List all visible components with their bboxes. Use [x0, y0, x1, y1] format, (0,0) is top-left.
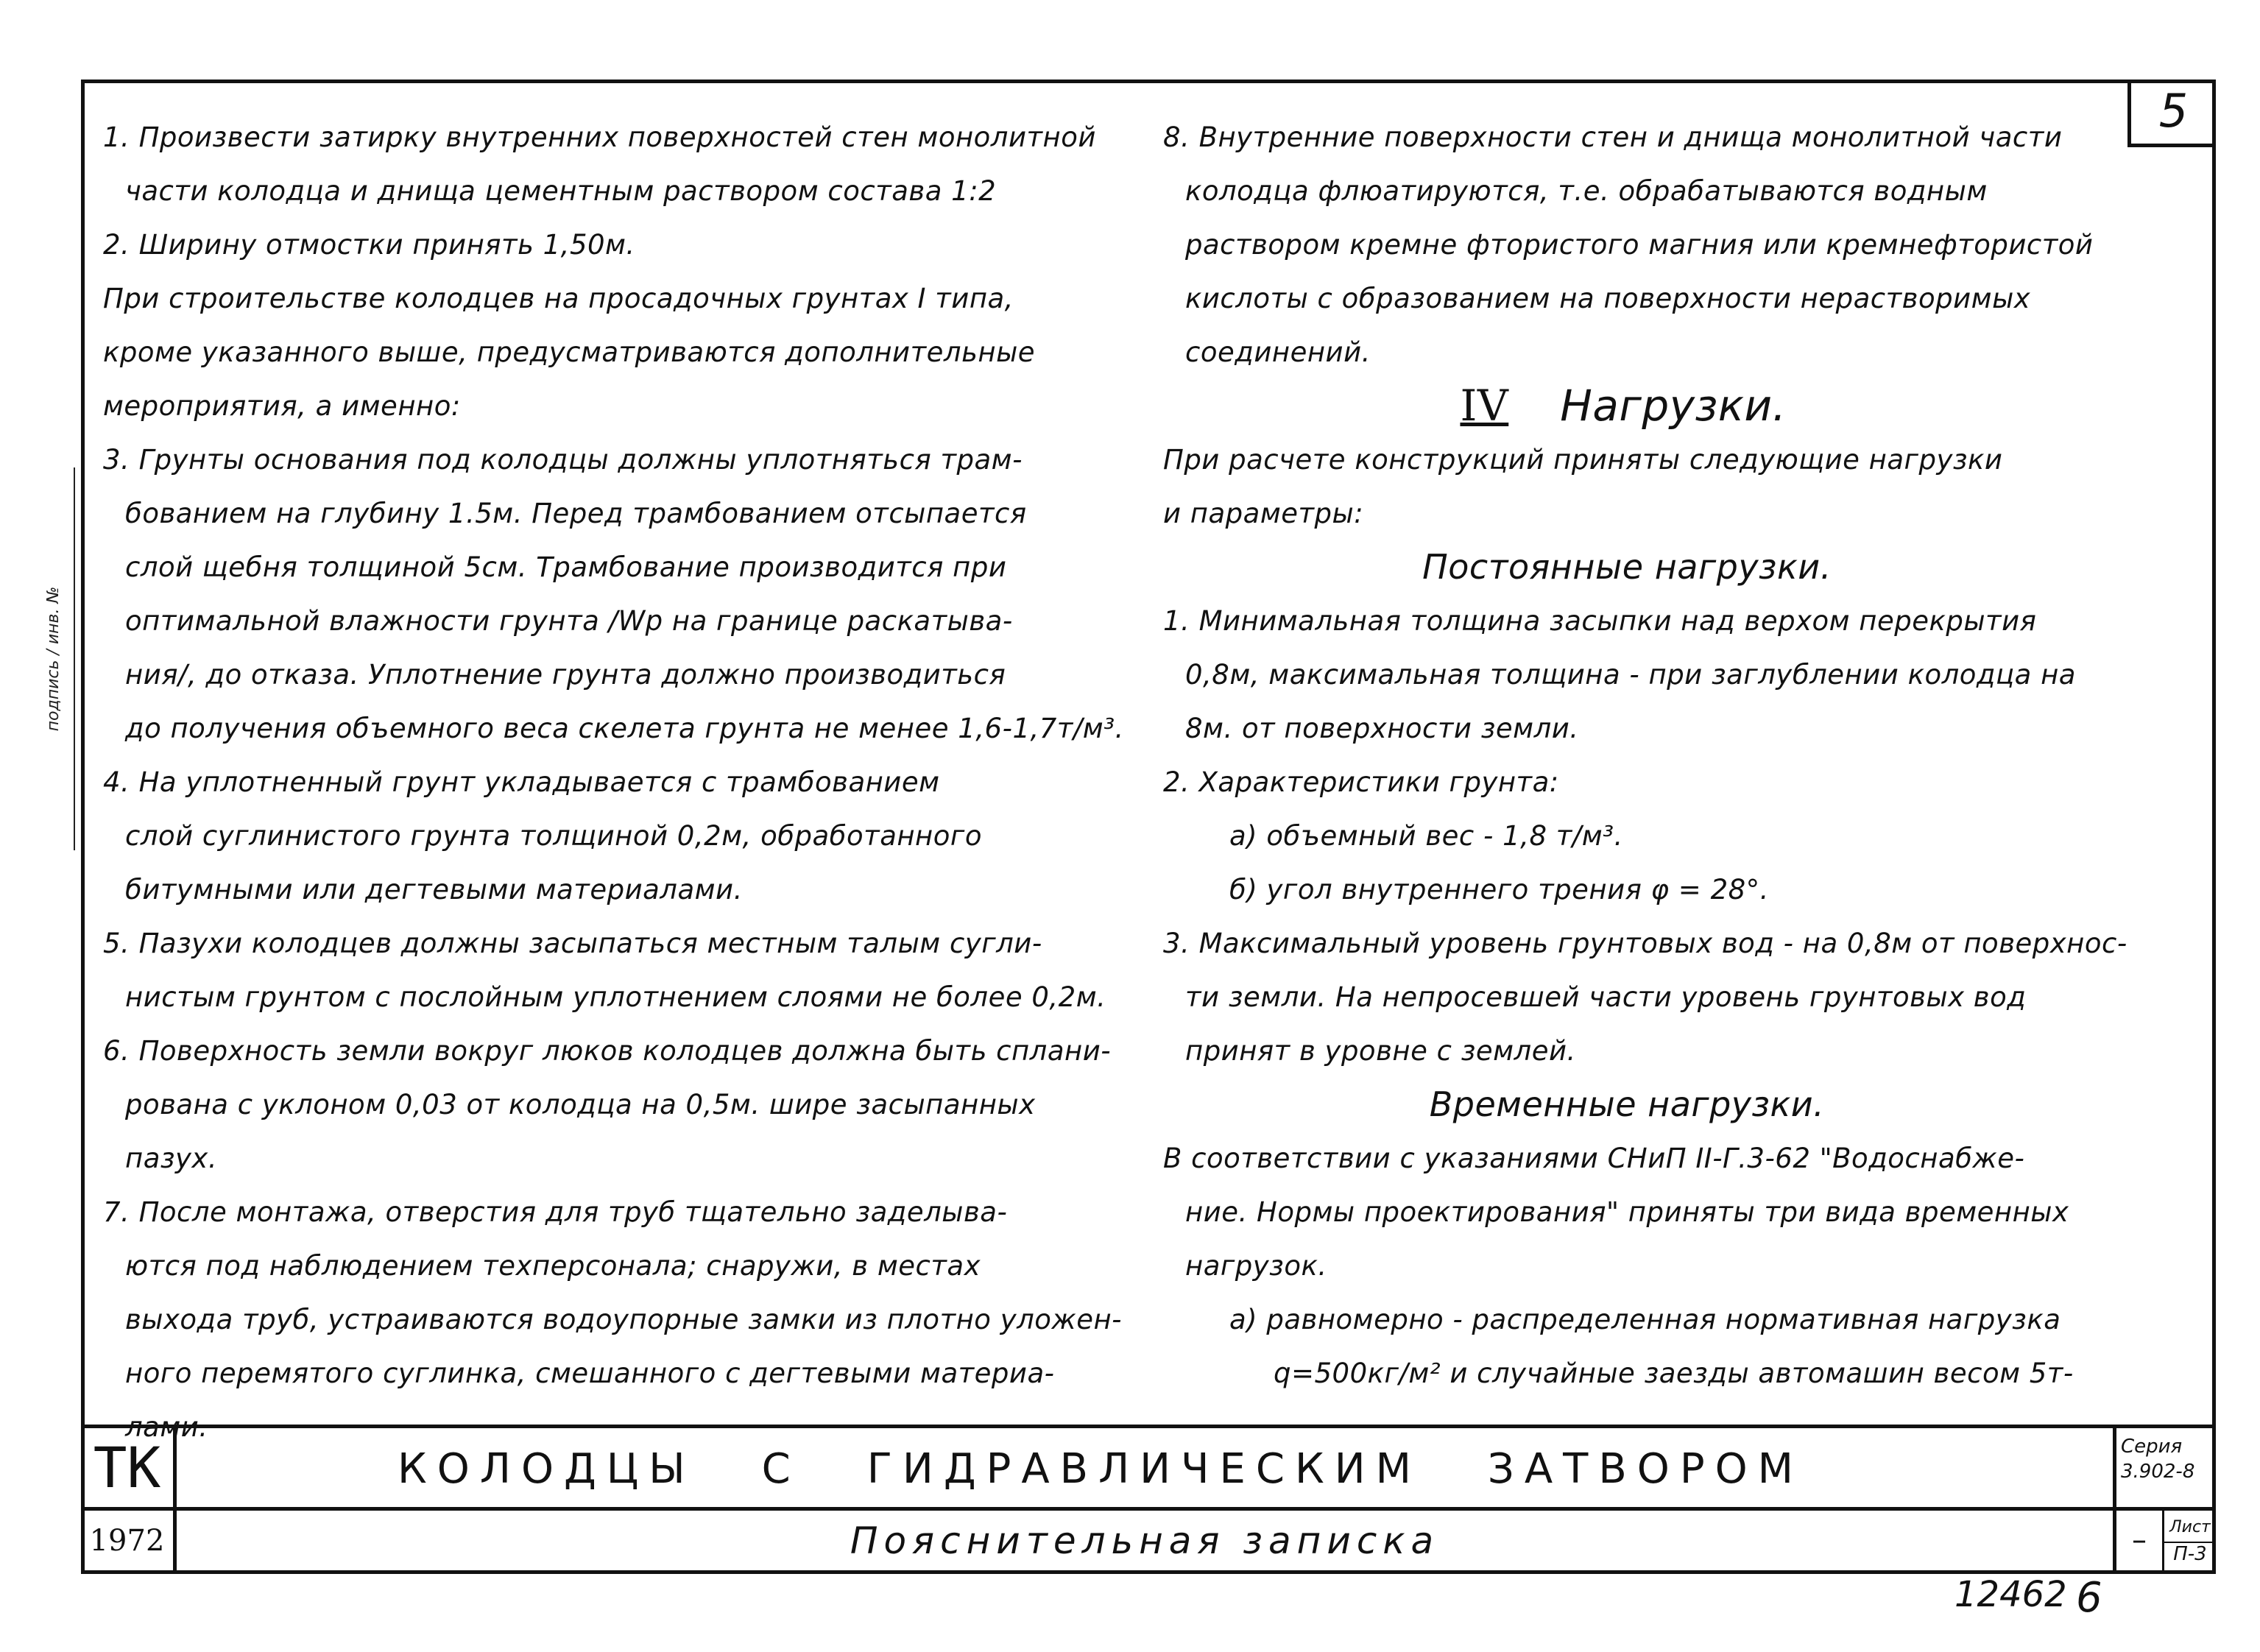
- text-line: принят в уровне с землей.: [1185, 1035, 1576, 1067]
- text-line: выхода труб, устраиваются водоупорные замки из плотно уложен-: [125, 1304, 1123, 1335]
- text-line: 8м. от поверхности земли.: [1185, 713, 1579, 744]
- permanent-loads-heading: Постоянные нагрузки.: [1422, 547, 1832, 587]
- text-line: ются под наблюдением техперсонала; снаружи, в местах: [125, 1250, 981, 1282]
- stamp-revision: –: [2113, 1511, 2164, 1574]
- text-line: q=500кг/м² и случайные заезды автомашин весом 5т-: [1274, 1358, 2074, 1389]
- text-line: 8. Внутренние поверхности стен и днища монолитной части: [1163, 121, 2063, 153]
- stamp-sheet: [2164, 1511, 2216, 1574]
- section-title: Нагрузки.: [1560, 381, 1787, 431]
- text-line: ния/, до отказа. Уплотнение грунта должно производиться: [125, 659, 1006, 691]
- text-line: ти земли. На непросевшей части уровень грунтовых вод: [1185, 981, 2027, 1013]
- right-column: [1163, 110, 2194, 1400]
- text-line: битумными или дегтевыми материалами.: [125, 874, 743, 906]
- sheet-value: П-3: [2164, 1542, 2216, 1565]
- text-line: слой суглинистого грунта толщиной 0,2м, обработанного: [125, 820, 982, 852]
- stamp-year: 1972: [81, 1511, 177, 1574]
- text-line: 0,8м, максимальная толщина - при заглублении колодца на: [1185, 659, 2076, 691]
- text-line: 3. Грунты основания под колодцы должны уплотняться трам-: [103, 444, 1023, 476]
- text-line: и параметры:: [1163, 498, 1364, 529]
- stamp-title-word: КОЛОДЦЫ: [398, 1445, 696, 1493]
- text-line: 2. Ширину отмостки принять 1,50м.: [103, 229, 635, 261]
- stamp-series: [2113, 1428, 2216, 1511]
- series-label: Серия: [2121, 1436, 2183, 1458]
- stamp-title: [177, 1428, 2113, 1511]
- text-line: до получения объемного веса скелета грунта не менее 1,6-1,7т/м³.: [125, 713, 1124, 744]
- text-line: пазух.: [125, 1143, 218, 1174]
- text-line: 4. На уплотненный грунт укладывается с трамбованием: [103, 766, 940, 798]
- text-line: При строительстве колодцев на просадочных грунтах I типа,: [103, 283, 1014, 314]
- text-line: мероприятия, а именно:: [103, 390, 461, 422]
- text-line: колодца флюатируются, т.е. обрабатываются водным: [1185, 175, 1988, 207]
- text-line: б) угол внутреннего трения φ = 28°.: [1229, 874, 1769, 906]
- stamp-code: ТК: [81, 1428, 177, 1511]
- text-line: раствором кремне фтористого магния или кремнефтористой: [1185, 229, 2094, 261]
- text-line: кроме указанного выше, предусматриваются дополнительные: [103, 336, 1036, 368]
- title-block: [81, 1425, 2216, 1574]
- section-roman-numeral: IV: [1460, 381, 1509, 431]
- text-line: ние. Нормы проектирования" приняты три вида временных: [1185, 1196, 2069, 1228]
- text-line: 7. После монтажа, отверстия для труб тщательно заделыва-: [103, 1196, 1008, 1228]
- text-line: ного перемятого суглинка, смешанного с дегтевыми материа-: [125, 1358, 1055, 1389]
- text-line: соединений.: [1185, 336, 1371, 368]
- sheet-label: Лист: [2169, 1518, 2211, 1536]
- sheet-number-box: 5: [2127, 80, 2216, 147]
- text-line: а) объемный вес - 1,8 т/м³.: [1229, 820, 1623, 852]
- text-line: 6. Поверхность земли вокруг люков колодцев должна быть сплани-: [103, 1035, 1112, 1067]
- text-line: нагрузок.: [1185, 1250, 1327, 1282]
- text-line: части колодца и днища цементным раствором состава 1:2: [125, 175, 997, 207]
- text-line: 1. Произвести затирку внутренних поверхностей стен монолитной: [103, 121, 1096, 153]
- series-value: 3.902-8: [2121, 1461, 2195, 1483]
- page-number: 6: [2076, 1574, 2102, 1622]
- section-heading: [1163, 379, 2194, 433]
- temporary-loads-heading: Временные нагрузки.: [1429, 1084, 1825, 1124]
- text-line: нистым грунтом с послойным уплотнением слоями не более 0,2м.: [125, 981, 1106, 1013]
- stamp-title-word: С: [761, 1445, 801, 1493]
- text-line: бованием на глубину 1.5м. Перед трамбованием отсыпается: [125, 498, 1027, 529]
- text-line: При расчете конструкций приняты следующие нагрузки: [1163, 444, 2003, 476]
- text-line: рована с уклоном 0,03 от колодца на 0,5м. шире засыпанных: [125, 1089, 1036, 1120]
- text-line: 5. Пазухи колодцев должны засыпаться местным талым сугли-: [103, 928, 1042, 959]
- left-column: [103, 110, 1134, 1454]
- text-line: слой щебня толщиной 5см. Трамбование производится при: [125, 551, 1007, 583]
- text-line: 2. Характеристики грунта:: [1163, 766, 1559, 798]
- stamp-title-word: ЗАТВОРОМ: [1487, 1445, 1804, 1493]
- text-line: В соответствии с указаниями СНиП II-Г.3-62 "Водоснабже-: [1163, 1143, 2025, 1174]
- text-line: 3. Максимальный уровень грунтовых вод - на 0,8м от поверхнос-: [1163, 928, 2127, 959]
- margin-signature-note: подпись / инв. №: [44, 467, 75, 850]
- text-line: 1. Минимальная толщина засыпки над верхом перекрытия: [1163, 605, 2037, 637]
- text-line: а) равномерно - распределенная нормативная нагрузка: [1229, 1304, 2061, 1335]
- text-line: оптимальной влажности грунта /Wp на границе раскатыва-: [125, 605, 1013, 637]
- stamp-title-word: ГИДРАВЛИЧЕСКИМ: [866, 1445, 1422, 1493]
- text-line: кислоты с образованием на поверхности нерастворимых: [1185, 283, 2031, 314]
- stamp-subtitle: Пояснительная записка: [850, 1519, 1440, 1562]
- inventory-number: 12462: [1954, 1574, 2067, 1615]
- text-line: лами.: [125, 1411, 208, 1443]
